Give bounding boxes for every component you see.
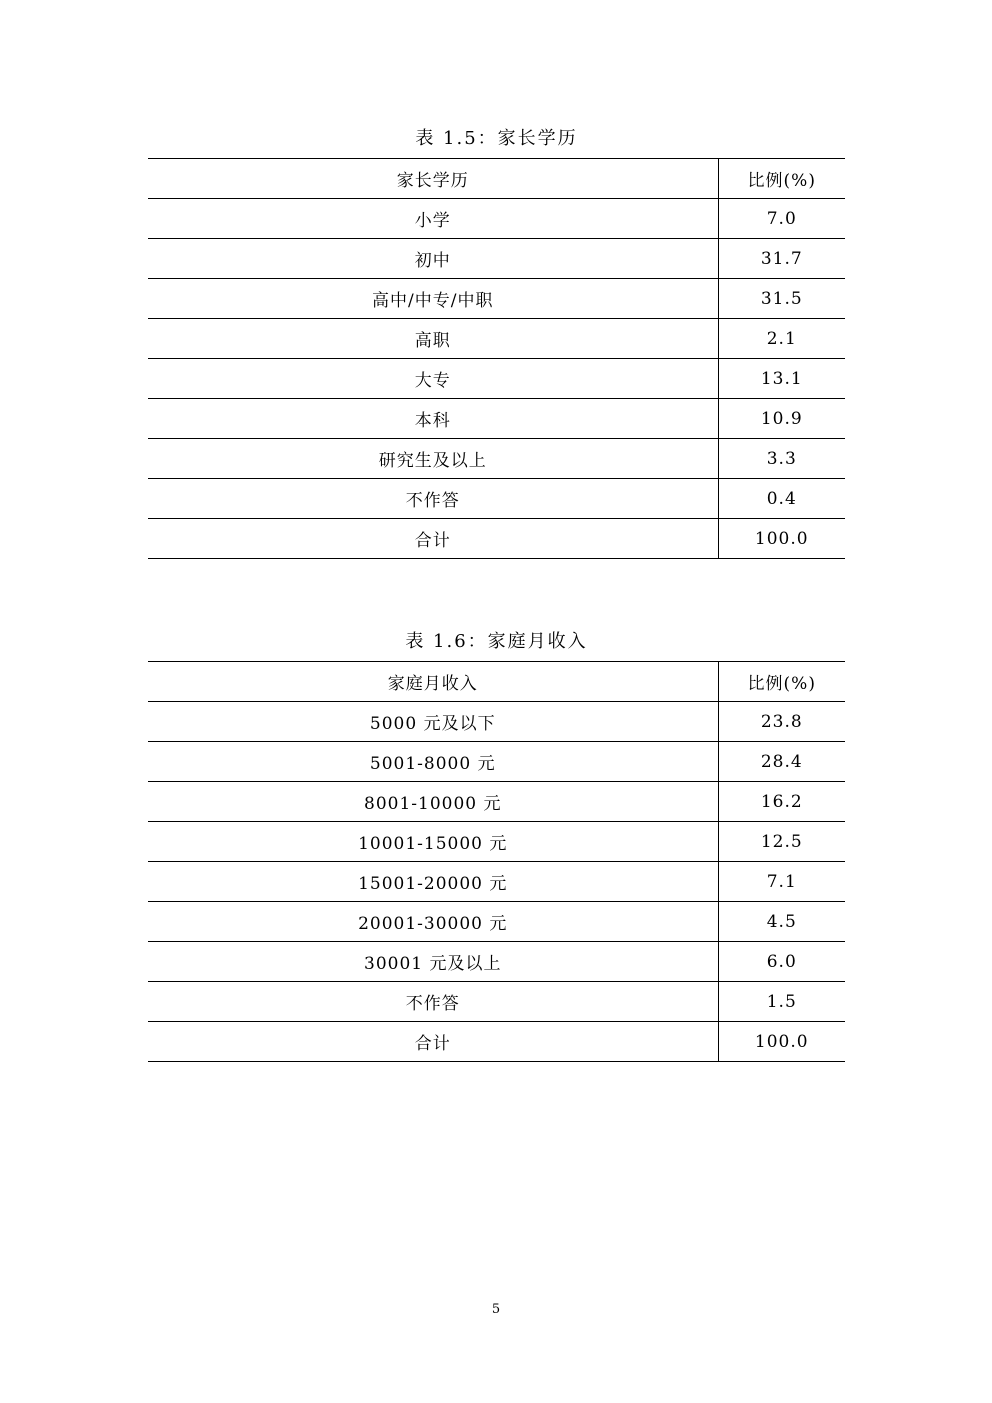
table-caption: 表 1.5：家长学历 bbox=[415, 128, 578, 149]
category-cell: 小学 bbox=[148, 199, 718, 239]
value-cell: 4.5 bbox=[718, 902, 845, 942]
category-cell: 初中 bbox=[148, 239, 718, 279]
table-row bbox=[148, 359, 845, 399]
table-row bbox=[148, 862, 845, 902]
category-cell: 研究生及以上 bbox=[148, 439, 718, 479]
header-cell: 家长学历 bbox=[148, 159, 718, 199]
category-cell: 不作答 bbox=[148, 982, 718, 1022]
table-row bbox=[148, 239, 845, 279]
value-cell: 16.2 bbox=[718, 782, 845, 822]
education-table-block bbox=[148, 124, 845, 559]
table-total-row bbox=[148, 1022, 845, 1062]
header-cell: 比例(%) bbox=[718, 159, 845, 199]
value-cell: 28.4 bbox=[718, 742, 845, 782]
category-cell: 本科 bbox=[148, 399, 718, 439]
table-row bbox=[148, 479, 845, 519]
category-cell: 不作答 bbox=[148, 479, 718, 519]
income-table bbox=[148, 661, 845, 1062]
income-table-block bbox=[148, 627, 845, 1062]
table-header-row bbox=[148, 662, 845, 702]
header-cell: 比例(%) bbox=[718, 662, 845, 702]
value-cell: 100.0 bbox=[718, 519, 845, 559]
table-row bbox=[148, 742, 845, 782]
category-cell: 5000 元及以下 bbox=[148, 702, 718, 742]
table-row bbox=[148, 822, 845, 862]
category-cell: 合计 bbox=[148, 1022, 718, 1062]
value-cell: 100.0 bbox=[718, 1022, 845, 1062]
table-row bbox=[148, 199, 845, 239]
table-caption: 表 1.6：家庭月收入 bbox=[405, 631, 588, 652]
value-cell: 31.5 bbox=[718, 279, 845, 319]
table-row bbox=[148, 399, 845, 439]
category-cell: 合计 bbox=[148, 519, 718, 559]
table-row bbox=[148, 942, 845, 982]
table-row bbox=[148, 319, 845, 359]
category-cell: 15001-20000 元 bbox=[148, 862, 718, 902]
table-total-row bbox=[148, 519, 845, 559]
category-cell: 高中/中专/中职 bbox=[148, 279, 718, 319]
category-cell: 大专 bbox=[148, 359, 718, 399]
table-row bbox=[148, 982, 845, 1022]
table-row bbox=[148, 439, 845, 479]
category-cell: 5001-8000 元 bbox=[148, 742, 718, 782]
table-header-row bbox=[148, 159, 845, 199]
value-cell: 7.1 bbox=[718, 862, 845, 902]
education-table bbox=[148, 158, 845, 559]
value-cell: 31.7 bbox=[718, 239, 845, 279]
value-cell: 1.5 bbox=[718, 982, 845, 1022]
table-row bbox=[148, 279, 845, 319]
category-cell: 20001-30000 元 bbox=[148, 902, 718, 942]
value-cell: 6.0 bbox=[718, 942, 845, 982]
value-cell: 13.1 bbox=[718, 359, 845, 399]
value-cell: 7.0 bbox=[718, 199, 845, 239]
value-cell: 0.4 bbox=[718, 479, 845, 519]
value-cell: 12.5 bbox=[718, 822, 845, 862]
value-cell: 3.3 bbox=[718, 439, 845, 479]
value-cell: 23.8 bbox=[718, 702, 845, 742]
value-cell: 10.9 bbox=[718, 399, 845, 439]
value-cell: 2.1 bbox=[718, 319, 845, 359]
table-row bbox=[148, 902, 845, 942]
category-cell: 10001-15000 元 bbox=[148, 822, 718, 862]
category-cell: 8001-10000 元 bbox=[148, 782, 718, 822]
table-row bbox=[148, 782, 845, 822]
page-number: 5 bbox=[491, 1302, 501, 1317]
table-row bbox=[148, 702, 845, 742]
category-cell: 30001 元及以上 bbox=[148, 942, 718, 982]
header-cell: 家庭月收入 bbox=[148, 662, 718, 702]
category-cell: 高职 bbox=[148, 319, 718, 359]
